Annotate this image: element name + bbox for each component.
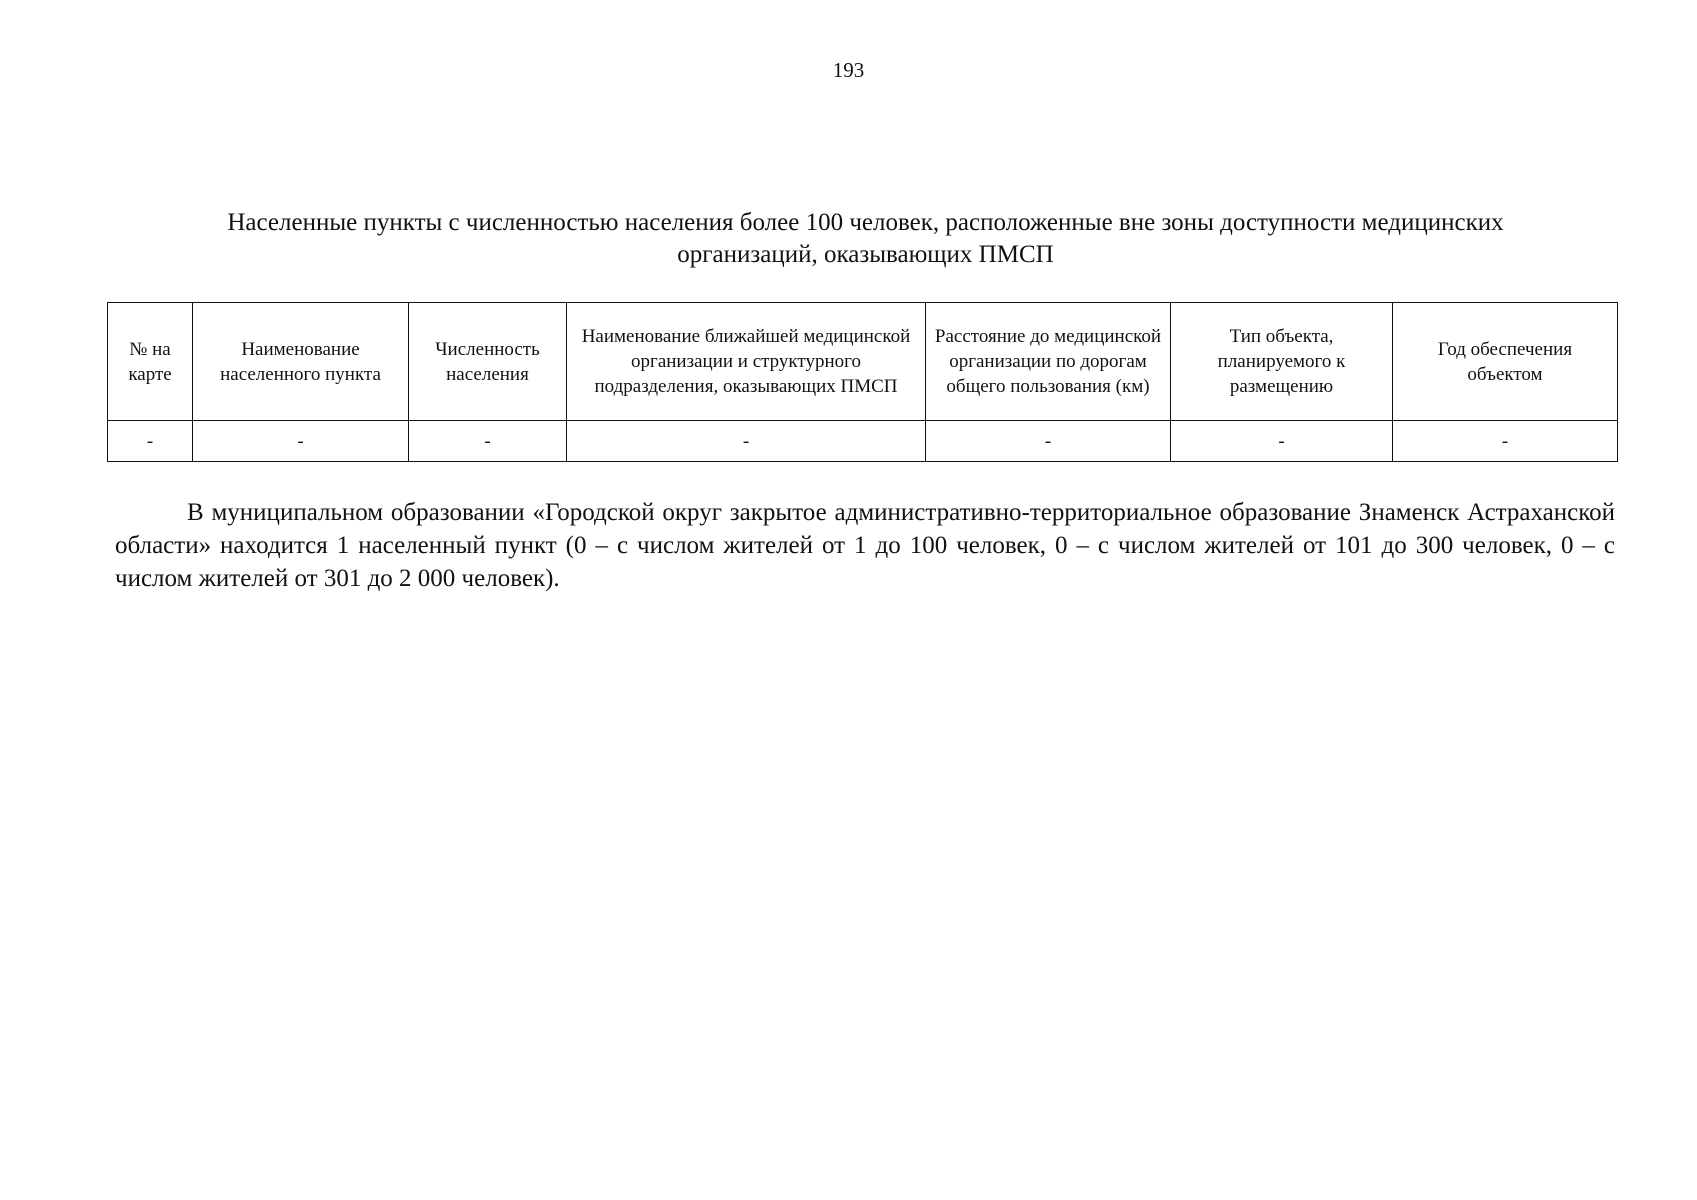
title-line-2: организаций, оказывающих ПМСП [677, 241, 1054, 268]
page-number: 193 [832, 58, 865, 82]
table-cell: - [926, 421, 1171, 462]
document-title [108, 207, 1623, 271]
table-cell: - [193, 421, 409, 462]
header-distance: Расстояние до медицинской организации по дорогам общего пользования (км) [926, 303, 1171, 421]
table-row [108, 421, 1618, 462]
settlements-table [107, 302, 1618, 462]
header-population: Численность населения [409, 303, 567, 421]
header-nearest-medical-org: Наименование ближайшей медицинской организации и структурного подразделения, оказывающих ПМСП [567, 303, 926, 421]
body-paragraph: В муниципальном образовании «Городской округ закрытое административно-территориальное образование Знаменск Астраханской области» находится 1 населенный пункт (0 – с числом жителей от 1 до 100 человек, 0 – с числом жителей от 101 до 300 человек, 0 – с числом жителей от 301 до 2 000 человек). [115, 499, 1615, 592]
table-cell: - [409, 421, 567, 462]
header-map-number: № на карте [108, 303, 193, 421]
table-cell: - [1393, 421, 1618, 462]
table-cell: - [1171, 421, 1393, 462]
header-object-type: Тип объекта, планируемого к размещению [1171, 303, 1393, 421]
table-header-row [108, 303, 1618, 421]
title-line-1: Населенные пункты с численностью населения более 100 человек, расположенные вне зоны доступности медицинских [227, 209, 1504, 236]
header-settlement-name: Наименование населенного пункта [193, 303, 409, 421]
header-year: Год обеспечения объектом [1393, 303, 1618, 421]
table-cell: - [567, 421, 926, 462]
table-cell: - [108, 421, 193, 462]
